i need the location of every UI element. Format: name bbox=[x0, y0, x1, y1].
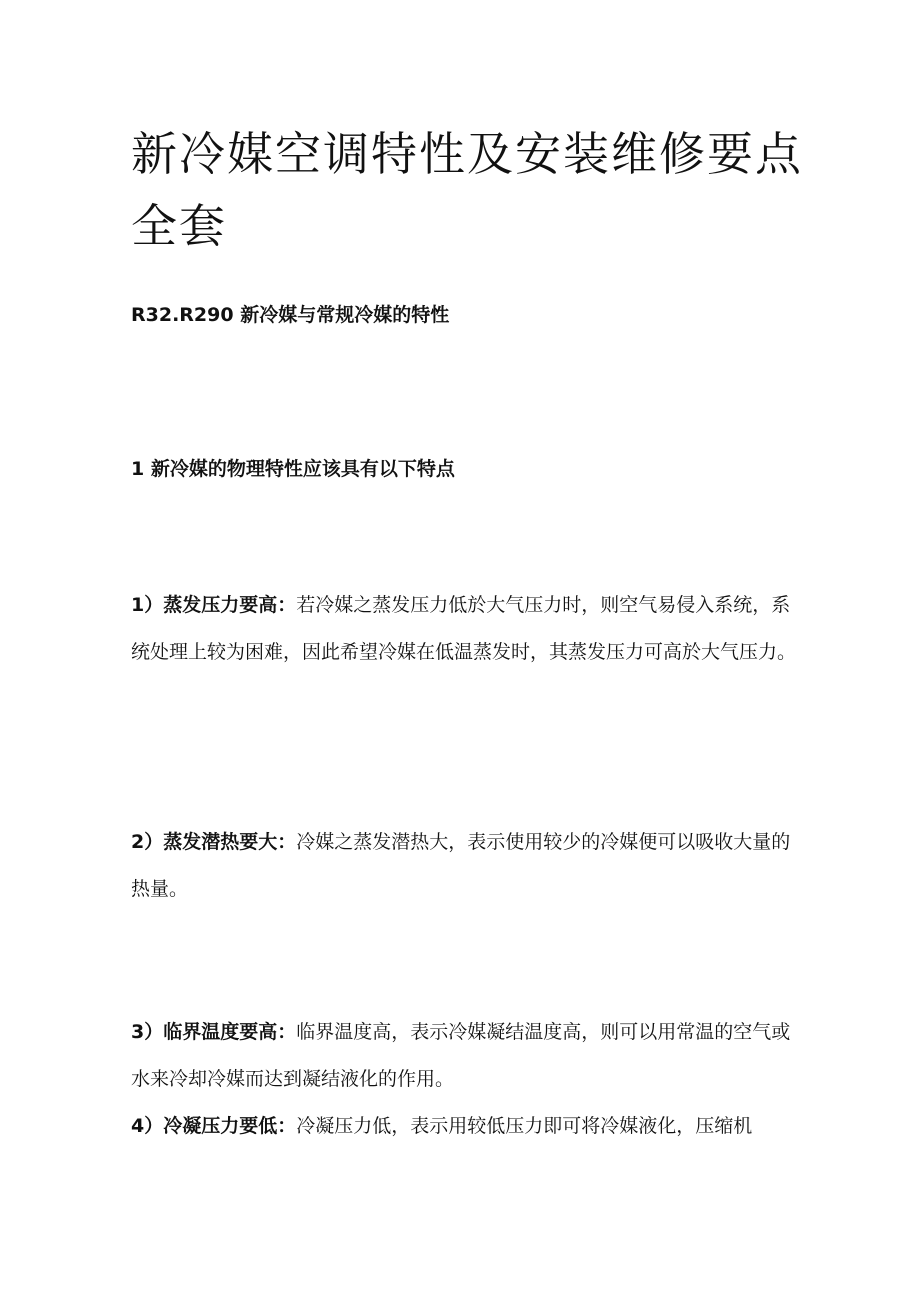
item-label: 2）蒸发潜热要大： bbox=[131, 831, 297, 853]
item-label: 1）蒸发压力要高： bbox=[131, 594, 297, 616]
item-text: 冷凝压力低，表示用较低压力即可将冷媒液化，压缩机 bbox=[296, 1115, 753, 1137]
list-item bbox=[131, 819, 803, 913]
item-text: 临界温度高，表示冷媒凝结温度高，则可以用常温的空气或水来冷却冷媒而达到凝结液化的作用。 bbox=[131, 1021, 791, 1090]
item-label: 3）临界温度要高： bbox=[131, 1021, 297, 1043]
section-heading: 1 新冷媒的物理特性应该具有以下特点 bbox=[131, 458, 455, 480]
item-text: 若冷媒之蒸发压力低於大气压力时，则空气易侵入系统，系统处理上较为困难，因此希望冷媒在低温蒸发时，其蒸发压力可高於大气压力。 bbox=[131, 594, 797, 663]
list-item bbox=[131, 1103, 803, 1150]
item-text: 冷媒之蒸发潜热大，表示使用较少的冷媒便可以吸收大量的热量。 bbox=[131, 831, 791, 900]
list-item bbox=[131, 582, 803, 676]
item-label: 4）冷凝压力要低： bbox=[131, 1115, 297, 1137]
subtitle-heading: R32.R290 新冷媒与常规冷媒的特性 bbox=[131, 304, 450, 326]
document-title: 新冷媒空调特性及安装维修要点全套 bbox=[131, 127, 803, 253]
list-item bbox=[131, 1009, 803, 1103]
